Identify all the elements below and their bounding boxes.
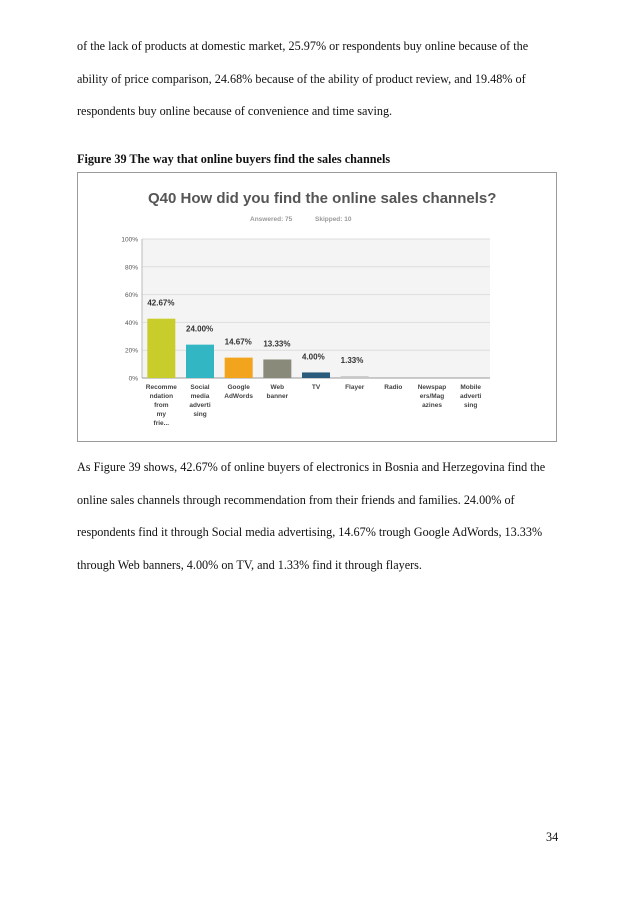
x-category-label-line: banner (266, 393, 289, 400)
x-category-label (224, 384, 253, 400)
figure-caption: Figure 39 The way that online buyers find the sales channels (77, 152, 391, 166)
x-category-label-line: Google (227, 384, 250, 391)
x-category-label (418, 384, 447, 409)
bar-value-label: 24.00% (186, 324, 214, 334)
x-category-label-line: adverti (189, 402, 211, 409)
paragraph-analysis (77, 451, 577, 581)
x-category-label-line: my (156, 411, 167, 418)
x-category-label (384, 384, 402, 391)
x-category-label-line: Newspap (417, 384, 447, 391)
x-category-label (146, 384, 177, 427)
x-category-label (460, 384, 482, 409)
y-tick-label: 60% (124, 292, 138, 300)
bar-chart (78, 173, 556, 441)
bar (225, 358, 253, 378)
x-category-label-line: TV (311, 384, 321, 391)
y-tick-label: 40% (124, 319, 138, 327)
y-tick-label: 20% (124, 347, 138, 355)
x-category-label-line: ndation (149, 393, 174, 400)
text-line: online sales channels through recommendation from their friends and families. 24.00% of (77, 492, 515, 507)
bar-value-label: 4.00% (302, 352, 325, 362)
bar-value-label: 42.67% (147, 298, 175, 308)
text-line: ability of price comparison, 24.68% because of the ability of product review, and 19.48% of (77, 71, 526, 86)
text-line: As Figure 39 shows, 42.67% of online buyers of electronics in Bosnia and Herzegovina find the (77, 460, 546, 474)
bar-value-label: 1.33% (340, 356, 364, 366)
bar (302, 372, 330, 378)
x-category-label-line: Social (190, 384, 210, 391)
x-category-label-line: sing (463, 402, 478, 409)
text-line: of the lack of products at domestic market, 25.97% or respondents buy online because of the (77, 39, 529, 53)
x-category-label-line: ers/Mag (419, 393, 445, 400)
y-tick-label: 100% (121, 236, 138, 244)
x-category-label-line: sing (193, 411, 207, 418)
bar (263, 359, 291, 378)
skipped-count: Skipped: 10 (315, 216, 352, 223)
paragraph-intro (77, 30, 577, 128)
bar-value-label: 13.33% (263, 339, 291, 349)
x-category-label (189, 384, 211, 418)
y-tick-label: 80% (124, 264, 138, 272)
x-category-label-line: from (154, 402, 169, 409)
answered-count: Answered: 75 (250, 216, 293, 223)
x-category-label-line: frie... (153, 420, 170, 427)
bar (147, 319, 175, 378)
x-category-label-line: Flayer (345, 384, 365, 391)
text-line: respondents find it through Social media advertising, 14.67% trough Google AdWords, 13.33% (77, 525, 543, 539)
text-line: respondents buy online because of convenience and time saving. (77, 104, 393, 118)
x-category-label (312, 384, 321, 391)
page-number: 34 (546, 830, 559, 844)
x-category-label-line: Mobile (460, 384, 481, 391)
x-category-label-line: Web (270, 384, 285, 391)
text-line: through Web banners, 4.00% on TV, and 1.33% find it through flayers. (77, 557, 422, 572)
y-tick-label: 0% (128, 375, 138, 383)
bar-value-label: 14.67% (224, 337, 252, 347)
x-category-label (266, 384, 288, 400)
x-category-label (345, 384, 365, 391)
x-category-label-line: azines (422, 402, 442, 409)
x-category-label-line: AdWords (224, 393, 254, 400)
chart-title: Q40 How did you find the online sales channels? (148, 190, 497, 207)
x-category-label-line: media (190, 393, 210, 400)
x-category-label-line: Radio (384, 384, 403, 391)
bar (341, 376, 369, 378)
figure-chart (77, 172, 557, 442)
x-category-label-line: adverti (460, 393, 482, 400)
x-category-label-line: Recomme (145, 384, 177, 391)
bar (186, 345, 214, 378)
